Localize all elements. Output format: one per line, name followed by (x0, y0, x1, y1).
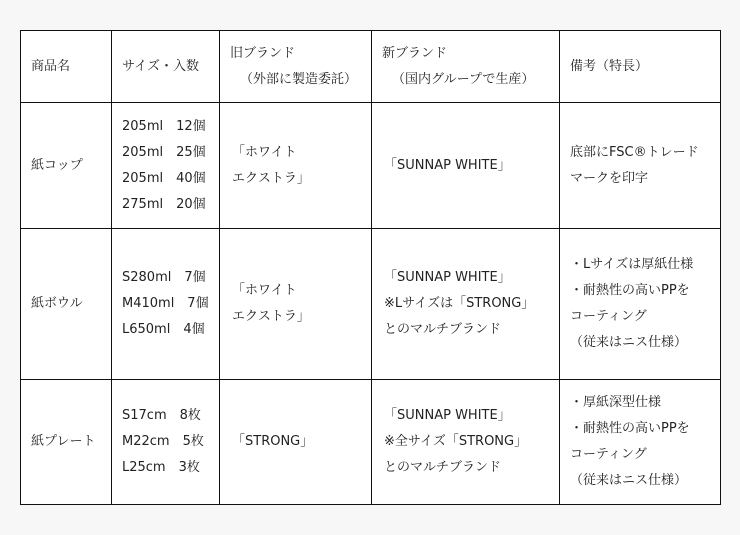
header-new-brand-note: （国内グループで生産） (392, 71, 535, 87)
cell-new-brand: 「SUNNAP WHITE」 (372, 103, 560, 229)
size-item: S280ml 7個 (122, 270, 206, 285)
cell-sizes (112, 103, 220, 229)
header-old-brand-note: （外部に製造委託） (240, 71, 358, 87)
cell-new-brand: 「SUNNAP WHITE」 ※全サイズ「STRONG」 とのマルチブランド (372, 380, 560, 505)
product-comparison-table (20, 30, 721, 505)
table-row-paper-cup (21, 103, 721, 229)
cell-new-brand: 「SUNNAP WHITE」 ※Lサイズは「STRONG」 とのマルチブランド (372, 229, 560, 380)
header-size-quantity: サイズ・入数 (112, 31, 220, 103)
cell-product-name: 紙コップ (21, 103, 112, 229)
cell-product-name: 紙プレート (21, 380, 112, 505)
cell-sizes (112, 229, 220, 380)
cell-product-name: 紙ボウル (21, 229, 112, 380)
header-product-name: 商品名 (21, 31, 112, 103)
cell-old-brand: 「ホワイト エクストラ」 (220, 103, 372, 229)
size-item: M22cm 5枚 (122, 434, 204, 449)
header-notes: 備考（特長） (560, 31, 721, 103)
cell-notes: ・Lサイズは厚紙仕様 ・耐熱性の高いPPを コーティング （従来はニス仕様） (560, 229, 721, 380)
size-item: 275ml 20個 (122, 196, 206, 212)
header-new-brand-title: 新ブランド (382, 45, 448, 61)
cell-old-brand: 「ホワイト エクストラ」 (220, 229, 372, 380)
size-item: L650ml 4個 (122, 322, 205, 337)
table-row-paper-plate (21, 380, 721, 505)
header-old-brand-title: 旧ブランド (230, 45, 296, 61)
size-item: S17cm 8枚 (122, 408, 201, 423)
cell-notes: ・厚紙深型仕様 ・耐熱性の高いPPを コーティング （従来はニス仕様） (560, 380, 721, 505)
table-header-row (21, 31, 721, 103)
size-item: M410ml 7個 (122, 296, 209, 311)
size-item: 205ml 25個 (122, 144, 206, 160)
size-item: 205ml 12個 (122, 118, 206, 134)
size-item: 205ml 40個 (122, 170, 206, 186)
cell-notes: 底部にFSC®トレード マークを印字 (560, 103, 721, 229)
size-item: L25cm 3枚 (122, 460, 200, 475)
cell-old-brand: 「STRONG」 (220, 380, 372, 505)
table-row-paper-bowl (21, 229, 721, 380)
cell-sizes (112, 380, 220, 505)
header-new-brand (372, 31, 560, 103)
header-old-brand (220, 31, 372, 103)
